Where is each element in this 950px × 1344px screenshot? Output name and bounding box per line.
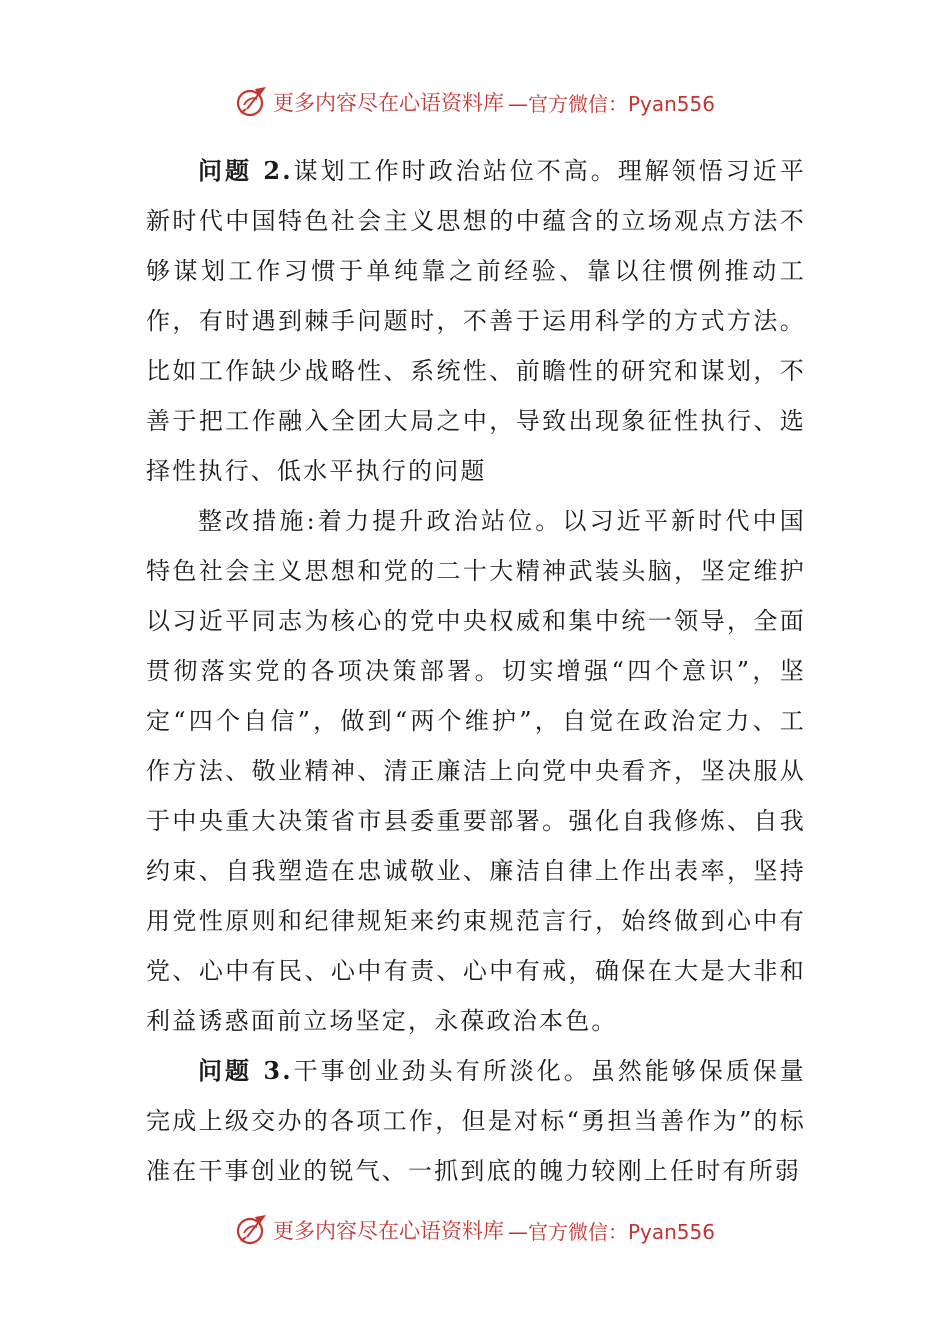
issue-2-text: 谋划工作时政治站位不高。理解领悟习近平新时代中国特色社会主义思想的中蕴含的立场观点方法不够谋划工作习惯于单纯靠之前经验、靠以往惯例推动工作，有时遇到棘手问题时，不善于运用科学的方式方法。比如工作缺少战略性、系统性、前瞻性的研究和谋划，不善于把工作融入全团大局之中，导致出现象征性执行、选择性执行、低水平执行的问题 xyxy=(146,157,806,485)
rectification-text: 整改措施:着力提升政治站位。以习近平新时代中国特色社会主义思想和党的二十大精神武装头脑，坚定维护以习近平同志为核心的党中央权威和集中统一领导，全面贯彻落实党的各项决策部署。切实增强“四个意识”，坚定“四个自信”，做到“两个维护”，自觉在政治定力、工作方法、敬业精神、清正廉洁上向党中央看齐，坚决服从于中央重大决策省市县委重要部署。强化自我修炼、自我约束、自我塑造在忠诚敬业、廉洁自律上作出表率，坚持用党性原则和纪律规矩来约束规范言行，始终做到心中有党、心中有民、心中有责、心中有戒，确保在大是大非和利益诱惑面前立场坚定，永葆政治本色。 xyxy=(146,507,806,1035)
pen-circle-icon xyxy=(235,1213,269,1247)
footer-banner-title: 更多内容尽在心语资料库 xyxy=(272,1219,504,1243)
footer-banner xyxy=(0,1208,950,1252)
paragraph-rectification xyxy=(146,496,806,1046)
document-body xyxy=(146,146,806,1196)
paragraph-issue-3 xyxy=(146,1046,806,1196)
banner-wechat: —官方微信：Pyan556 xyxy=(507,91,715,116)
paragraph-issue-2 xyxy=(146,146,806,496)
pen-circle-icon xyxy=(235,85,269,119)
issue-3-text: 干事创业劲头有所淡化。虽然能够保质保量完成上级交办的各项工作，但是对标“勇担当善作为”的标准在干事创业的锐气、一抓到底的魄力较刚上任时有所弱 xyxy=(146,1057,806,1185)
issue-2-label: 问题 2. xyxy=(198,156,293,185)
banner-title: 更多内容尽在心语资料库 xyxy=(272,91,504,115)
footer-banner-wechat: —官方微信：Pyan556 xyxy=(507,1219,715,1244)
issue-3-label: 问题 3. xyxy=(198,1056,293,1085)
header-banner xyxy=(0,80,950,124)
